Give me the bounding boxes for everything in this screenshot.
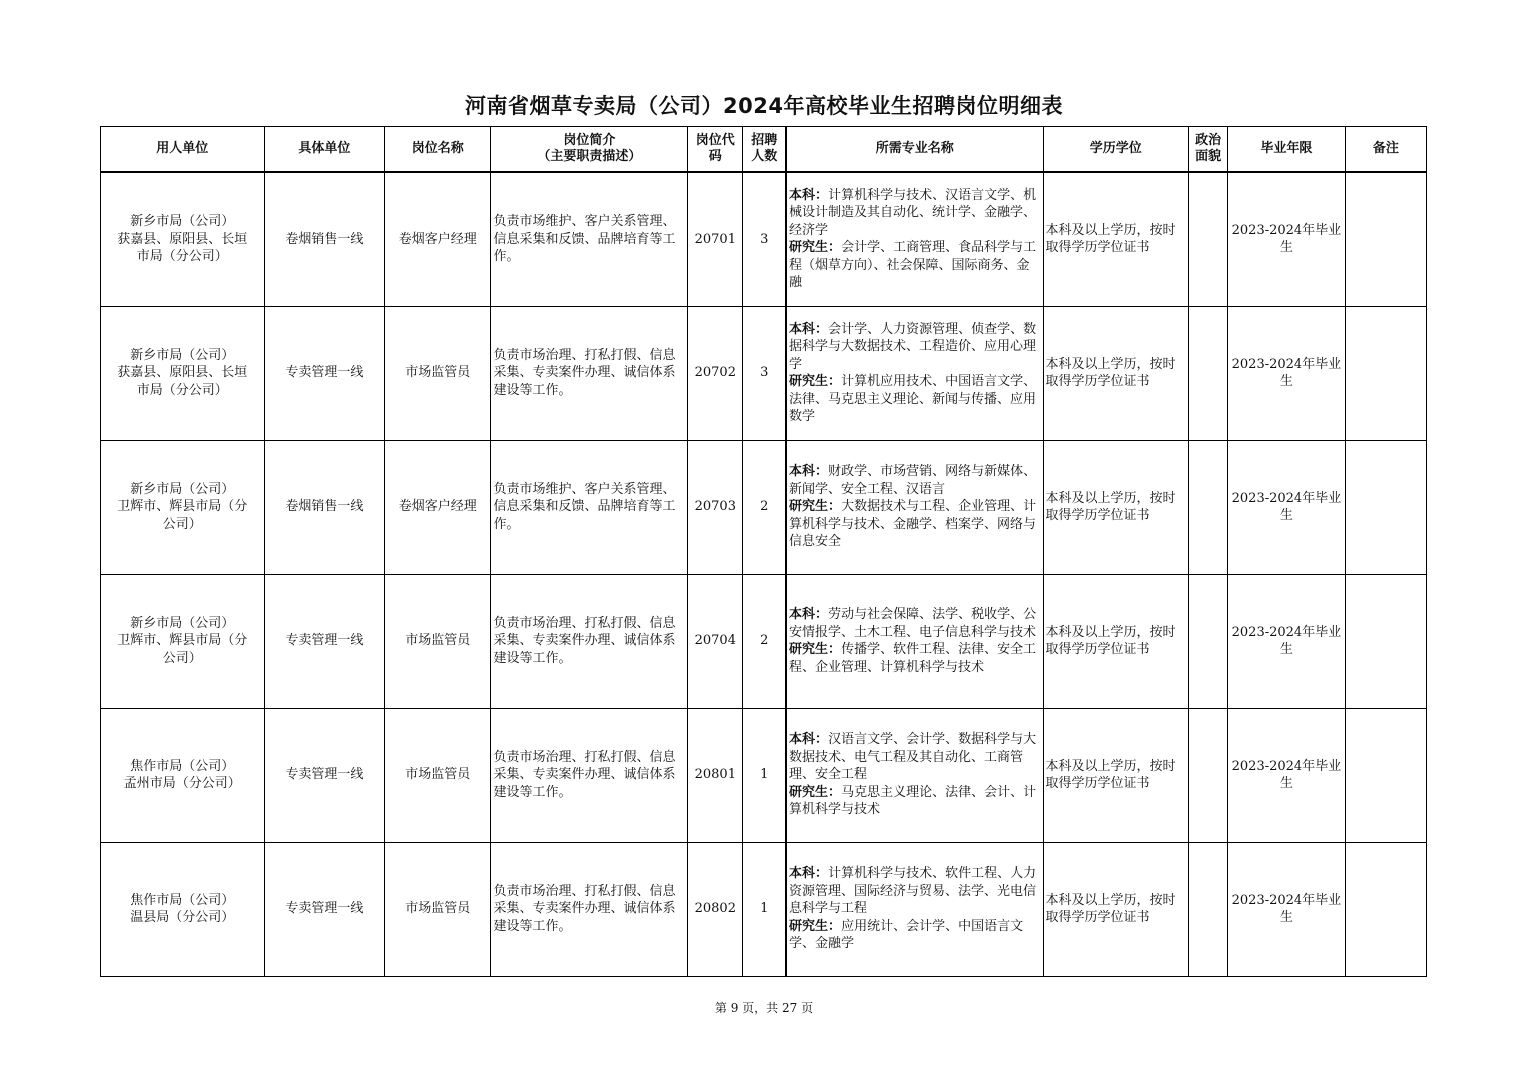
graduation-cell: 2023-2024年毕业生	[1228, 306, 1345, 440]
political-cell	[1189, 172, 1228, 306]
header-employer: 用人单位	[101, 127, 265, 173]
header-count	[743, 127, 786, 173]
employer-cell	[101, 306, 265, 440]
political-cell	[1189, 842, 1228, 976]
unit-cell: 专卖管理一线	[264, 306, 384, 440]
graduate-label: 研究生：	[789, 499, 842, 515]
table-header	[101, 127, 1427, 173]
position-cell: 市场监管员	[385, 306, 491, 440]
count-cell: 1	[743, 708, 786, 842]
majors-cell	[786, 708, 1043, 842]
graduate-majors	[789, 498, 1040, 551]
employer-line: 卫辉市、辉县市局（分	[117, 499, 248, 515]
political-cell	[1189, 708, 1228, 842]
job-table	[100, 126, 1427, 977]
graduate-label: 研究生：	[789, 784, 842, 800]
header-description	[491, 127, 688, 173]
employer-line: 焦作市局（公司）	[130, 758, 235, 774]
remarks-cell	[1345, 440, 1426, 574]
undergrad-label: 本科：	[789, 732, 829, 748]
majors-cell	[786, 842, 1043, 976]
education-cell: 本科及以上学历，按时取得学历学位证书	[1043, 574, 1189, 708]
employer-line: 新乡市局（公司）	[130, 481, 235, 497]
employer-line: 新乡市局（公司）	[130, 615, 235, 631]
employer-line: 卫辉市、辉县市局（分	[117, 633, 248, 649]
employer-cell	[101, 708, 265, 842]
graduate-majors	[789, 641, 1040, 676]
count-cell: 2	[743, 574, 786, 708]
description-cell: 负责市场治理、打私打假、信息采集、专卖案件办理、诚信体系建设等工作。	[491, 574, 688, 708]
graduation-cell: 2023-2024年毕业生	[1228, 440, 1345, 574]
code-cell: 20801	[688, 708, 743, 842]
employer-line: 焦作市局（公司）	[130, 892, 235, 908]
count-cell: 3	[743, 172, 786, 306]
graduation-cell: 2023-2024年毕业生	[1228, 574, 1345, 708]
unit-cell: 卷烟销售一线	[264, 172, 384, 306]
undergrad-majors-text: 劳动与社会保障、法学、税收学、公安情报学、土木工程、电子信息科学与技术	[789, 607, 1037, 640]
graduate-majors-text: 传播学、软件工程、法律、安全工程、企业管理、计算机科学与技术	[789, 642, 1037, 675]
undergrad-majors-text: 会计学、人力资源管理、侦查学、数据科学与大数据技术、工程造价、应用心理学	[789, 321, 1037, 372]
undergrad-label: 本科：	[789, 187, 829, 203]
education-cell: 本科及以上学历，按时取得学历学位证书	[1043, 708, 1189, 842]
graduate-majors-text: 马克思主义理论、法律、会计、计算机科学与技术	[789, 784, 1037, 818]
unit-cell: 专卖管理一线	[264, 842, 384, 976]
header-position: 岗位名称	[385, 127, 491, 173]
remarks-cell	[1345, 172, 1426, 306]
employer-line: 公司）	[162, 650, 202, 666]
header-remarks: 备注	[1345, 127, 1426, 173]
graduate-majors	[789, 918, 1040, 953]
employer-line: 孟州市局（分公司）	[123, 776, 241, 791]
header-code-line2: 码	[708, 149, 722, 164]
position-cell: 市场监管员	[385, 708, 491, 842]
majors-cell	[786, 574, 1043, 708]
political-cell	[1189, 306, 1228, 440]
code-cell: 20704	[688, 574, 743, 708]
code-cell: 20802	[688, 842, 743, 976]
header-unit: 具体单位	[264, 127, 384, 173]
code-cell: 20701	[688, 172, 743, 306]
header-count-line2: 人数	[751, 149, 778, 164]
education-cell: 本科及以上学历，按时取得学历学位证书	[1043, 842, 1189, 976]
header-description-line2: （主要职责描述）	[537, 149, 642, 164]
employer-cell	[101, 842, 265, 976]
header-count-line1: 招聘	[751, 133, 778, 148]
employer-line: 获嘉县、原阳县、长垣	[117, 231, 248, 247]
graduate-label: 研究生：	[789, 374, 842, 389]
position-cell: 卷烟客户经理	[385, 172, 491, 306]
undergrad-label: 本科：	[789, 866, 829, 882]
unit-cell: 专卖管理一线	[264, 708, 384, 842]
page-footer: 第 9 页，共 27 页	[714, 1001, 814, 1015]
header-code	[688, 127, 743, 173]
employer-cell	[101, 172, 265, 306]
table-row	[101, 172, 1427, 306]
header-political	[1189, 127, 1228, 173]
count-cell: 2	[743, 440, 786, 574]
employer-line: 获嘉县、原阳县、长垣	[117, 365, 248, 381]
position-cell: 卷烟客户经理	[385, 440, 491, 574]
majors-cell	[786, 440, 1043, 574]
employer-line: 新乡市局（公司）	[130, 347, 235, 363]
graduation-cell: 2023-2024年毕业生	[1228, 842, 1345, 976]
table-row	[101, 708, 1427, 842]
undergrad-majors	[789, 187, 1040, 240]
education-cell: 本科及以上学历，按时取得学历学位证书	[1043, 306, 1189, 440]
position-cell: 市场监管员	[385, 842, 491, 976]
remarks-cell	[1345, 574, 1426, 708]
undergrad-label: 本科：	[789, 464, 829, 480]
education-cell: 本科及以上学历，按时取得学历学位证书	[1043, 440, 1189, 574]
employer-cell	[101, 440, 265, 574]
undergrad-label: 本科：	[789, 321, 829, 337]
education-cell: 本科及以上学历，按时取得学历学位证书	[1043, 172, 1189, 306]
header-description-line1: 岗位简介	[563, 133, 616, 148]
unit-cell: 专卖管理一线	[264, 574, 384, 708]
position-cell: 市场监管员	[385, 574, 491, 708]
code-cell: 20702	[688, 306, 743, 440]
graduation-cell: 2023-2024年毕业生	[1228, 708, 1345, 842]
undergrad-majors	[789, 606, 1040, 641]
description-cell: 负责市场维护、客户关系管理、信息采集和反馈、品牌培育等工作。	[491, 440, 688, 574]
employer-line: 公司）	[162, 516, 202, 532]
code-cell: 20703	[688, 440, 743, 574]
majors-cell	[786, 306, 1043, 440]
graduate-majors-text: 计算机应用技术、中国语言文学、法律、马克思主义理论、新闻与传播、应用数学	[789, 374, 1037, 424]
graduate-majors-text: 会计学、工商管理、食品科学与工程（烟草方向）、社会保障、国际商务、金融	[789, 240, 1037, 291]
undergrad-majors-text: 财政学、市场营销、网络与新媒体、新闻学、安全工程、汉语言	[789, 464, 1037, 497]
undergrad-majors	[789, 463, 1040, 498]
header-graduation: 毕业年限	[1228, 127, 1345, 173]
employer-line: 新乡市局（公司）	[130, 214, 235, 229]
undergrad-majors-text: 计算机科学与技术、软件工程、人力资源管理、国际经济与贸易、法学、光电信息科学与工程	[789, 866, 1037, 917]
employer-cell	[101, 574, 265, 708]
undergrad-majors-text: 计算机科学与技术、汉语言文学、机械设计制造及其自动化、统计学、金融学、经济学	[789, 187, 1037, 238]
graduate-majors	[789, 784, 1040, 819]
header-political-line2: 面貌	[1195, 149, 1222, 164]
table-row	[101, 306, 1427, 440]
graduate-majors-text: 应用统计、会计学、中国语言文学、金融学	[789, 918, 1024, 952]
table-row	[101, 440, 1427, 574]
graduation-cell: 2023-2024年毕业生	[1228, 172, 1345, 306]
political-cell	[1189, 574, 1228, 708]
table-row	[101, 574, 1427, 708]
undergrad-majors-text: 汉语言文学、会计学、数据科学与大数据技术、电气工程及其自动化、工商管理、安全工程	[789, 732, 1037, 783]
header-majors: 所需专业名称	[786, 127, 1043, 173]
undergrad-majors	[789, 865, 1040, 918]
graduate-label: 研究生：	[789, 918, 842, 934]
graduate-majors	[789, 239, 1040, 292]
graduate-label: 研究生：	[789, 240, 842, 256]
graduate-majors	[789, 373, 1040, 426]
unit-cell: 卷烟销售一线	[264, 440, 384, 574]
employer-line: 市局（分公司）	[136, 382, 228, 398]
count-cell: 1	[743, 842, 786, 976]
count-cell: 3	[743, 306, 786, 440]
undergrad-majors	[789, 321, 1040, 374]
political-cell	[1189, 440, 1228, 574]
employer-line: 市局（分公司）	[136, 249, 228, 264]
header-code-line1: 岗位代	[695, 133, 735, 148]
remarks-cell	[1345, 306, 1426, 440]
undergrad-majors	[789, 731, 1040, 784]
header-political-line1: 政治	[1195, 133, 1222, 148]
description-cell: 负责市场治理、打私打假、信息采集、专卖案件办理、诚信体系建设等工作。	[491, 708, 688, 842]
description-cell: 负责市场治理、打私打假、信息采集、专卖案件办理、诚信体系建设等工作。	[491, 306, 688, 440]
description-cell: 负责市场治理、打私打假、信息采集、专卖案件办理、诚信体系建设等工作。	[491, 842, 688, 976]
table-row	[101, 842, 1427, 976]
undergrad-label: 本科：	[789, 607, 829, 622]
employer-line: 温县局（分公司）	[130, 910, 235, 925]
description-cell: 负责市场维护、客户关系管理、信息采集和反馈、品牌培育等工作。	[491, 172, 688, 306]
graduate-majors-text: 大数据技术与工程、企业管理、计算机科学与技术、金融学、档案学、网络与信息安全	[789, 499, 1037, 550]
majors-cell	[786, 172, 1043, 306]
page-title: 河南省烟草专卖局（公司）2024年高校毕业生招聘岗位明细表	[465, 94, 1063, 118]
remarks-cell	[1345, 842, 1426, 976]
remarks-cell	[1345, 708, 1426, 842]
graduate-label: 研究生：	[789, 642, 842, 657]
header-education: 学历学位	[1043, 127, 1189, 173]
